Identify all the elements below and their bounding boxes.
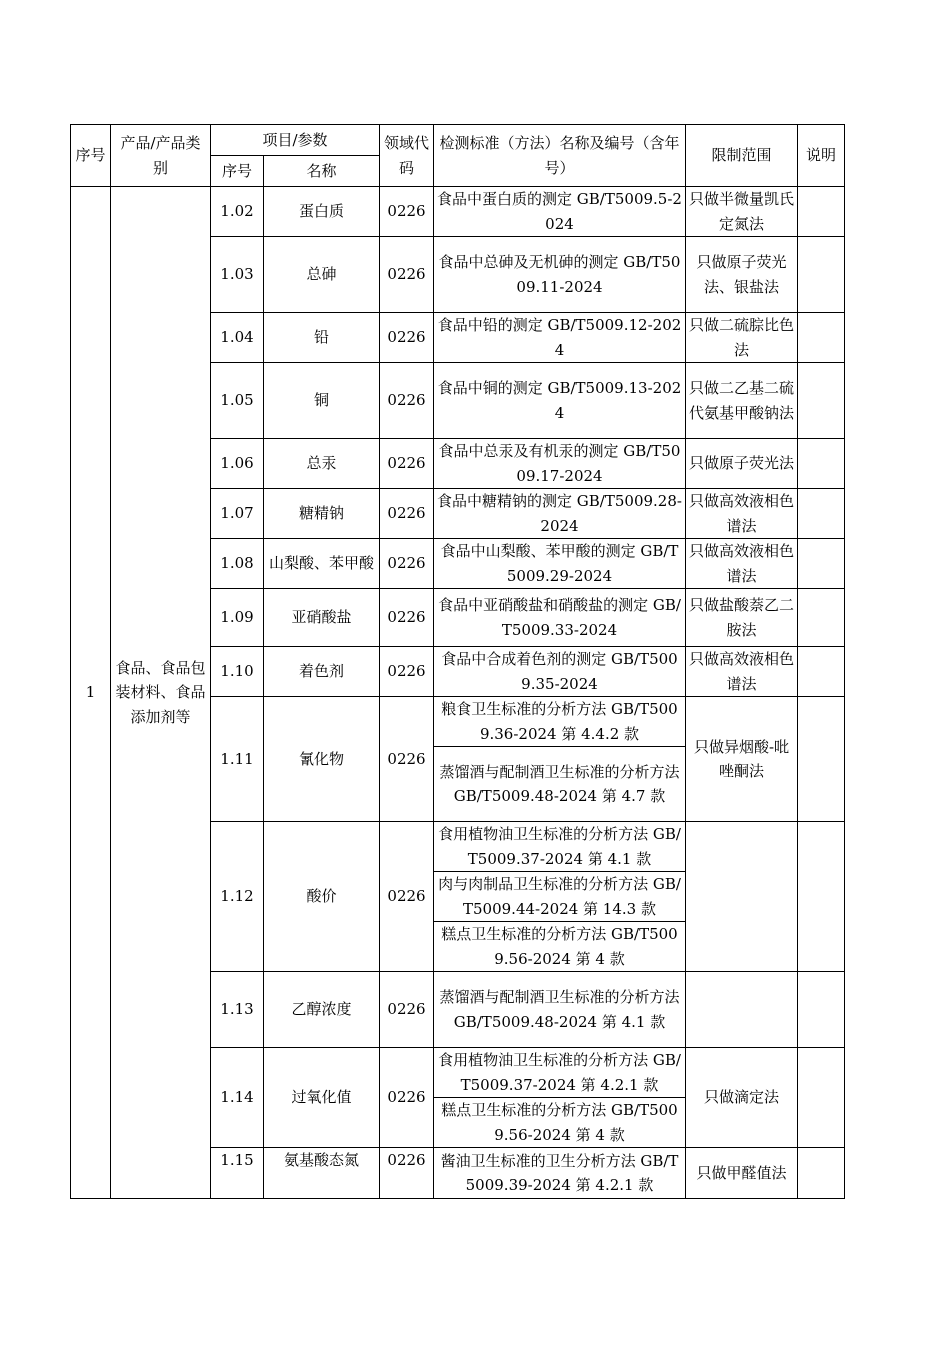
limit-cell: 只做异烟酸-吡唑酮法 — [686, 697, 798, 822]
item-seq-cell: 1.02 — [211, 187, 264, 237]
standard-cell: 粮食卫生标准的分析方法 GB/T5009.36-2024 第 4.4.2 款 — [434, 697, 686, 747]
item-name-cell: 乙醇浓度 — [264, 972, 380, 1048]
standard-cell: 食用植物油卫生标准的分析方法 GB/T5009.37-2024 第 4.1 款 — [434, 822, 686, 872]
item-seq-cell: 1.10 — [211, 647, 264, 697]
field-code-cell: 0226 — [380, 313, 434, 363]
item-name-cell: 蛋白质 — [264, 187, 380, 237]
header-product: 产品/产品类别 — [111, 125, 211, 187]
field-code-cell: 0226 — [380, 1048, 434, 1148]
limit-cell: 只做高效液相色谱法 — [686, 489, 798, 539]
item-name-cell: 过氧化值 — [264, 1048, 380, 1148]
standard-cell: 酱油卫生标准的卫生分析方法 GB/T5009.39-2024 第 4.2.1 款 — [434, 1148, 686, 1199]
item-seq-cell: 1.08 — [211, 539, 264, 589]
note-cell — [798, 313, 845, 363]
standard-cell: 食品中铜的测定 GB/T5009.13-2024 — [434, 363, 686, 439]
field-code-cell: 0226 — [380, 489, 434, 539]
header-item-name: 名称 — [264, 156, 380, 187]
table-body — [71, 187, 845, 1199]
field-code-cell: 0226 — [380, 237, 434, 313]
limit-cell — [686, 822, 798, 972]
item-seq-cell: 1.09 — [211, 589, 264, 647]
note-cell — [798, 489, 845, 539]
standard-cell: 糕点卫生标准的分析方法 GB/T5009.56-2024 第 4 款 — [434, 922, 686, 972]
header-row — [71, 125, 845, 156]
note-cell — [798, 237, 845, 313]
item-name-cell: 氰化物 — [264, 697, 380, 822]
note-cell — [798, 589, 845, 647]
limit-cell: 只做半微量凯氏定氮法 — [686, 187, 798, 237]
note-cell — [798, 972, 845, 1048]
header-limit: 限制范围 — [686, 125, 798, 187]
note-cell — [798, 539, 845, 589]
header-item-param: 项目/参数 — [211, 125, 380, 156]
field-code-cell: 0226 — [380, 539, 434, 589]
limit-cell: 只做原子荧光法 — [686, 439, 798, 489]
limit-cell: 只做二硫腙比色法 — [686, 313, 798, 363]
field-code-cell: 0226 — [380, 187, 434, 237]
header-seq: 序号 — [71, 125, 111, 187]
group-product: 食品、食品包装材料、食品添加剂等 — [111, 187, 211, 1199]
field-code-cell: 0226 — [380, 363, 434, 439]
standard-cell: 食品中蛋白质的测定 GB/T5009.5-2024 — [434, 187, 686, 237]
field-code-cell: 0226 — [380, 972, 434, 1048]
item-seq-cell: 1.06 — [211, 439, 264, 489]
standard-cell: 食品中糖精钠的测定 GB/T5009.28-2024 — [434, 489, 686, 539]
standard-cell: 肉与肉制品卫生标准的分析方法 GB/T5009.44-2024 第 14.3 款 — [434, 872, 686, 922]
field-code-cell: 0226 — [380, 439, 434, 489]
field-code-cell: 0226 — [380, 647, 434, 697]
note-cell — [798, 822, 845, 972]
note-cell — [798, 363, 845, 439]
field-code-cell: 0226 — [380, 822, 434, 972]
header-standard: 检测标准（方法）名称及编号（含年号） — [434, 125, 686, 187]
item-name-cell: 总砷 — [264, 237, 380, 313]
item-name-cell: 酸价 — [264, 822, 380, 972]
standard-cell: 食用植物油卫生标准的分析方法 GB/T5009.37-2024 第 4.2.1 款 — [434, 1048, 686, 1098]
standard-cell: 蒸馏酒与配制酒卫生标准的分析方法 GB/T5009.48-2024 第 4.1 款 — [434, 972, 686, 1048]
note-cell — [798, 1148, 845, 1199]
table-row — [71, 187, 845, 237]
standard-cell: 食品中总砷及无机砷的测定 GB/T5009.11-2024 — [434, 237, 686, 313]
limit-cell: 只做高效液相色谱法 — [686, 647, 798, 697]
note-cell — [798, 647, 845, 697]
item-name-cell: 氨基酸态氮 — [264, 1148, 380, 1199]
limit-cell: 只做甲醛值法 — [686, 1148, 798, 1199]
note-cell — [798, 1048, 845, 1148]
item-seq-cell: 1.14 — [211, 1048, 264, 1148]
header-note: 说明 — [798, 125, 845, 187]
field-code-cell: 0226 — [380, 697, 434, 822]
limit-cell: 只做高效液相色谱法 — [686, 539, 798, 589]
limit-cell: 只做原子荧光法、银盐法 — [686, 237, 798, 313]
limit-cell: 只做盐酸萘乙二胺法 — [686, 589, 798, 647]
item-seq-cell: 1.11 — [211, 697, 264, 822]
field-code-cell: 0226 — [380, 1148, 434, 1199]
item-name-cell: 山梨酸、苯甲酸 — [264, 539, 380, 589]
item-name-cell: 铜 — [264, 363, 380, 439]
item-name-cell: 亚硝酸盐 — [264, 589, 380, 647]
item-name-cell: 着色剂 — [264, 647, 380, 697]
standard-cell: 食品中亚硝酸盐和硝酸盐的测定 GB/T5009.33-2024 — [434, 589, 686, 647]
item-name-cell: 糖精钠 — [264, 489, 380, 539]
field-code-cell: 0226 — [380, 589, 434, 647]
item-seq-cell: 1.13 — [211, 972, 264, 1048]
item-seq-cell: 1.15 — [211, 1148, 264, 1199]
item-name-cell: 总汞 — [264, 439, 380, 489]
note-cell — [798, 439, 845, 489]
standard-cell: 食品中山梨酸、苯甲酸的测定 GB/T5009.29-2024 — [434, 539, 686, 589]
header-item-seq: 序号 — [211, 156, 264, 187]
limit-cell — [686, 972, 798, 1048]
limit-cell: 只做二乙基二硫代氨基甲酸钠法 — [686, 363, 798, 439]
item-seq-cell: 1.12 — [211, 822, 264, 972]
item-seq-cell: 1.03 — [211, 237, 264, 313]
inspection-table — [70, 124, 845, 1199]
standard-cell: 蒸馏酒与配制酒卫生标准的分析方法 GB/T5009.48-2024 第 4.7 款 — [434, 747, 686, 822]
page-bottom-margin — [0, 1207, 950, 1347]
header-field-code: 领域代码 — [380, 125, 434, 187]
standard-cell: 食品中铅的测定 GB/T5009.12-2024 — [434, 313, 686, 363]
note-cell — [798, 697, 845, 822]
item-name-cell: 铅 — [264, 313, 380, 363]
group-seq: 1 — [71, 187, 111, 1199]
standard-cell: 食品中合成着色剂的测定 GB/T5009.35-2024 — [434, 647, 686, 697]
standard-cell: 食品中总汞及有机汞的测定 GB/T5009.17-2024 — [434, 439, 686, 489]
item-seq-cell: 1.04 — [211, 313, 264, 363]
note-cell — [798, 187, 845, 237]
limit-cell: 只做滴定法 — [686, 1048, 798, 1148]
item-seq-cell: 1.07 — [211, 489, 264, 539]
item-seq-cell: 1.05 — [211, 363, 264, 439]
standard-cell: 糕点卫生标准的分析方法 GB/T5009.56-2024 第 4 款 — [434, 1098, 686, 1148]
